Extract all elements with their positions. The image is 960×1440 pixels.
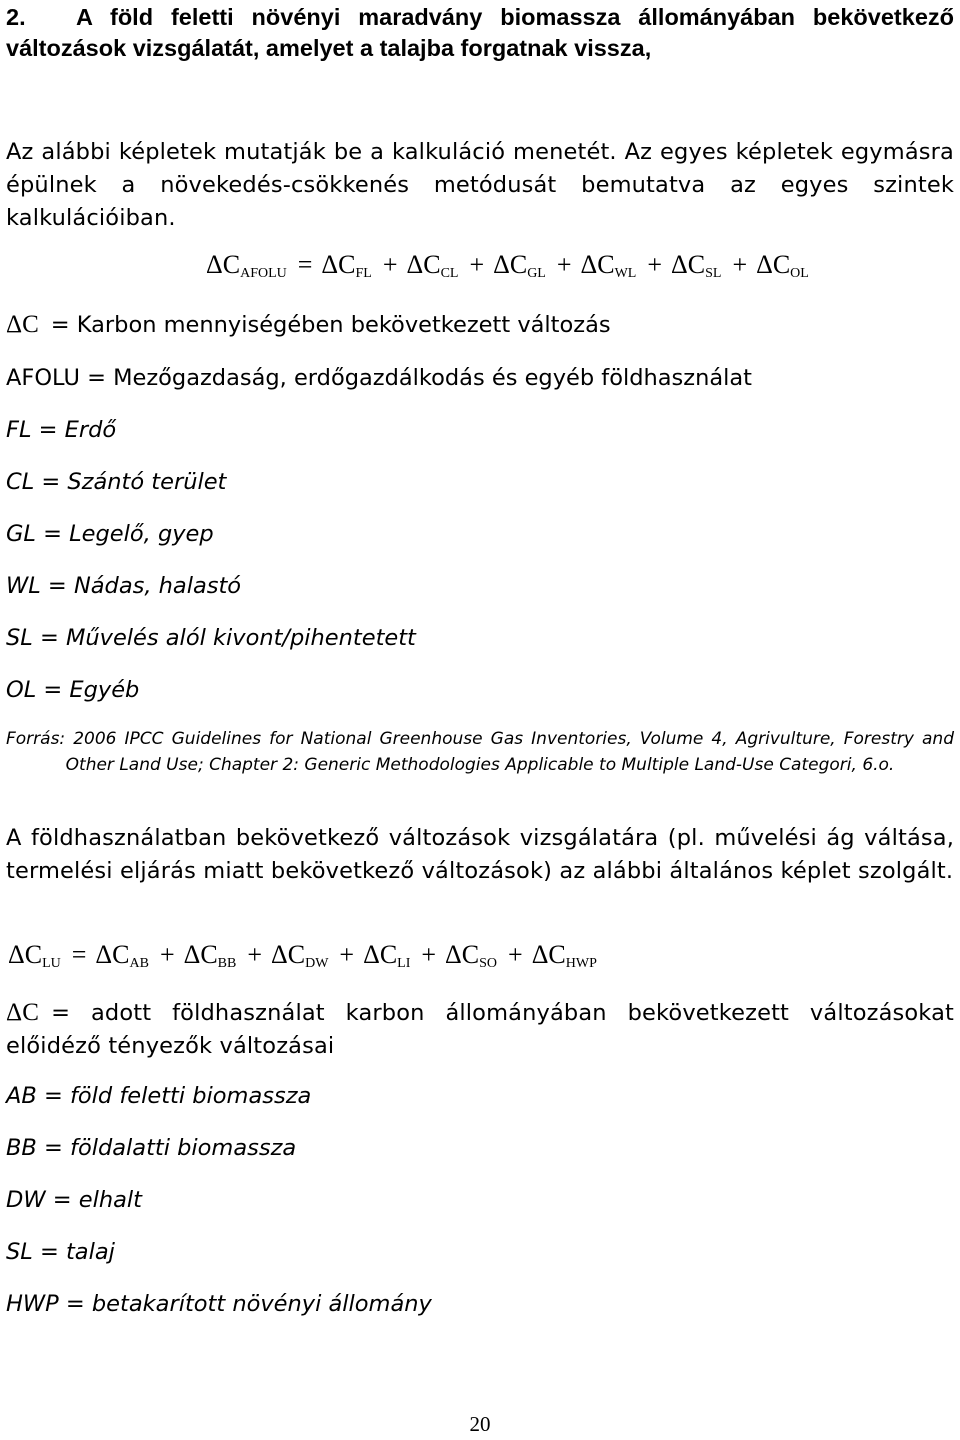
equation-term: $\Delta C_{SL}$ [671, 250, 722, 281]
equation-term: $\Delta C_{SO}$ [445, 940, 498, 971]
equation-term: $\Delta C_{HWP}$ [531, 940, 597, 971]
section-title: A föld feletti növényi maradvány biomassza állományában bekövetkező változások vizsgálatát, amelyet a talajba forgatnak vissza, [6, 4, 954, 61]
equation-term: $\Delta C_{CL}$ [406, 250, 459, 281]
plus-operator: + [647, 250, 663, 279]
equation-terms [95, 940, 598, 969]
definition-ol: OL = Egyéb [6, 677, 140, 703]
definition-fl: FL = Erdő [6, 417, 117, 443]
definition-gl: GL = Legelő, gyep [6, 521, 214, 547]
equation-landuse: $\Delta C_{LU} = \Delta C_{AB} + \Delta C_{BB} + \Delta C_{DW} + \Delta C_{LI} + \Delta C_{SO} + \Delta C_{HWP}$ [8, 940, 597, 971]
plus-operator: + [508, 940, 523, 969]
definition-bb: BB = földalatti biomassza [6, 1135, 297, 1161]
intro-paragraph: Az alábbi képletek mutatják be a kalkuláció menetét. Az egyes képletek egymásra épülnek a növekedés-csökkenés metódusát bemutatva az egyes szintek kalkulációiban. [6, 139, 954, 231]
definition-ab: AB = föld feletti biomassza [6, 1083, 312, 1109]
plus-operator: + [556, 250, 572, 279]
definition-cl: CL = Szántó terület [6, 469, 227, 495]
equation-term: $\Delta C_{GL}$ [493, 250, 546, 281]
plus-operator: + [732, 250, 748, 279]
plus-operator: + [159, 940, 175, 969]
equation-afolu: $\Delta C_{AFOLU} = \Delta C_{FL} + \Delta C_{CL} + \Delta C_{GL} + \Delta C_{WL} + \Delta C_{SL} + \Delta C_{OL}$ [206, 250, 809, 281]
equation-lhs-subscript: LU [42, 956, 61, 971]
definition-wl: WL = Nádas, halastó [6, 573, 242, 599]
plus-operator: + [469, 250, 485, 279]
section-heading [6, 2, 954, 64]
page-number: 20 [469, 1412, 491, 1436]
plus-operator: + [421, 940, 437, 969]
equation-term: $\Delta C_{WL}$ [580, 250, 637, 281]
definition-dw: DW = elhalt [6, 1187, 142, 1213]
equation-term: $\Delta C_{AB}$ [95, 940, 149, 971]
equation-term: $\Delta C_{DW}$ [271, 940, 329, 971]
source-citation: Forrás: 2006 IPCC Guidelines for National Greenhouse Gas Inventories, Volume 4, Agrivulture, Forestry and Other Land Use; Chapter 2: Generic Methodologies Applicable to Multiple Land-Use Categori, 6.o. [6, 729, 954, 775]
definition-sl-talaj: SL = talaj [6, 1239, 115, 1265]
equation-term: $\Delta C_{OL}$ [756, 250, 809, 281]
definition-delta-c-landuse: ΔC = adott földhasználat karbon állományában bekövetkezett változásokat előidéző tényezők változásai [6, 999, 954, 1059]
definition-hwp: HWP = betakarított növényi állomány [6, 1291, 432, 1317]
equation-term: $\Delta C_{FL}$ [321, 250, 372, 281]
equation-terms [321, 250, 810, 279]
definition-sl: SL = Művelés alól kivont/pihentetett [6, 625, 416, 651]
equation-term: $\Delta C_{BB}$ [183, 940, 237, 971]
definition-afolu: AFOLU = Mezőgazdaság, erdőgazdálkodás és egyéb földhasználat [6, 365, 752, 391]
section-number: 2. [6, 4, 26, 30]
definition-delta-c: ΔC = Karbon mennyiségében bekövetkezett változás [6, 311, 611, 338]
equation-lhs-subscript: AFOLU [240, 266, 287, 281]
plus-operator: + [382, 250, 398, 279]
equation-term: $\Delta C_{LI}$ [363, 940, 411, 971]
plus-operator: + [247, 940, 263, 969]
plus-operator: + [339, 940, 355, 969]
landuse-paragraph: A földhasználatban bekövetkező változások vizsgálatára (pl. művelési ág váltása, termelési eljárás miatt bekövetkező változások) az alábbi általános képlet szolgált. [6, 825, 954, 884]
